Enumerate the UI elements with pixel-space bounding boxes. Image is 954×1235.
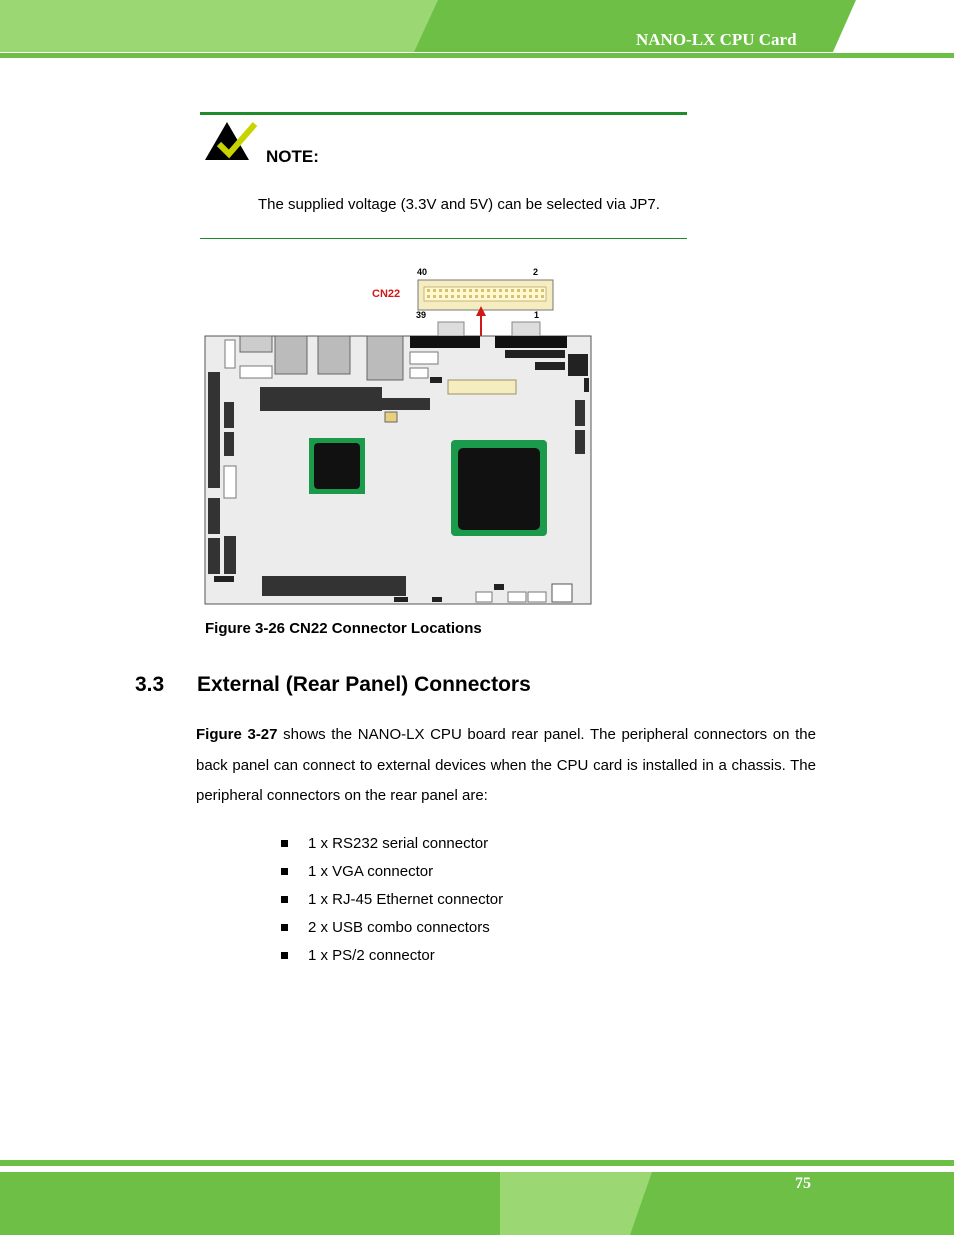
bullet-square-icon [281, 896, 288, 903]
cn22-board-figure [200, 262, 600, 607]
pin-label-39: 39 [416, 310, 427, 320]
figure-reference: Figure 3-27 [196, 726, 278, 743]
pin-label-1: 1 [534, 310, 540, 320]
note-bottom-rule [200, 238, 687, 239]
footer-band [0, 1158, 954, 1235]
note-label: NOTE: [266, 147, 319, 166]
header-title: NANO-LX CPU Card [636, 30, 797, 49]
list-item: 2 x USB combo connectors [280, 918, 503, 946]
header-band [0, 0, 954, 60]
bullet-square-icon [281, 952, 288, 959]
section-number: 3.3 [135, 673, 165, 696]
bullet-square-icon [281, 840, 288, 847]
figure-caption: Figure 3-26 CN22 Connector Locations [205, 620, 482, 637]
note-text: The supplied voltage (3.3V and 5V) can be selected via JP7. [258, 196, 660, 213]
connector-list [280, 834, 503, 974]
section-title: External (Rear Panel) Connectors [197, 673, 531, 696]
bullet-square-icon [281, 868, 288, 875]
note-top-rule [200, 112, 687, 115]
list-item: 1 x RJ-45 Ethernet connector [280, 890, 503, 918]
list-item: 1 x RS232 serial connector [280, 834, 503, 862]
paragraph-text: shows the NANO-LX CPU board rear panel. The peripheral connectors on the back panel can connect to external devices when the CPU card is installed in a chassis. The peripheral connectors on the rear panel are: [196, 726, 816, 804]
list-item: 1 x VGA connector [280, 862, 503, 890]
bullet-square-icon [281, 924, 288, 931]
note-check-icon [203, 118, 259, 162]
cn22-label: CN22 [372, 288, 401, 300]
list-item: 1 x PS/2 connector [280, 946, 503, 974]
pin-label-40: 40 [417, 267, 428, 277]
section-paragraph [196, 720, 816, 812]
page-number: 75 [795, 1175, 811, 1192]
pin-label-2: 2 [533, 267, 539, 277]
